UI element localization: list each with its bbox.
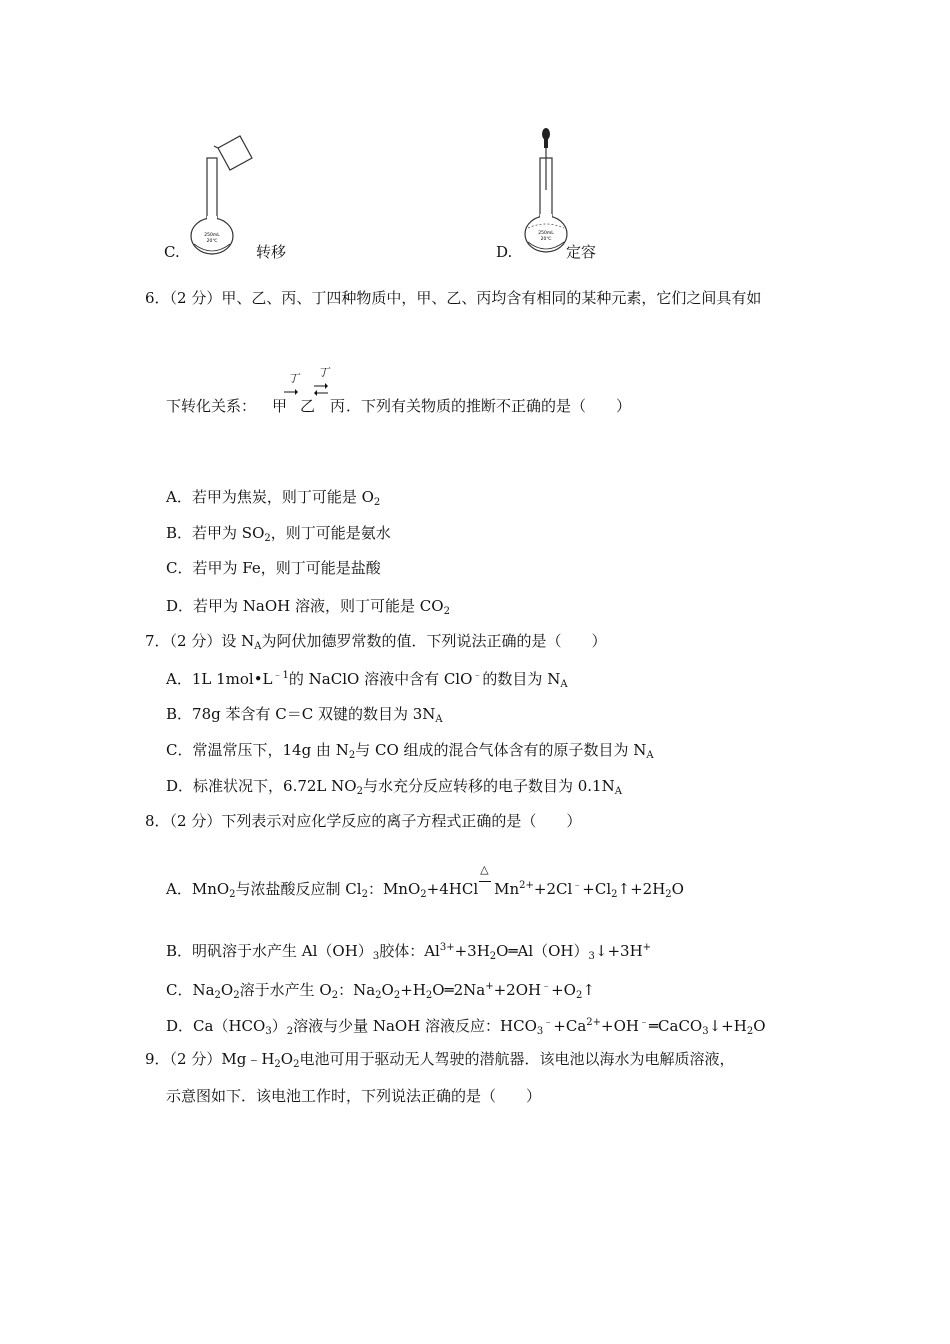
right-arrow-icon [284, 388, 298, 396]
option-d-text: 定容 [566, 243, 597, 261]
q6-arrow1-label: 丁 [288, 372, 299, 385]
q6-option-a: A．若甲为焦炭，则丁可能是 $O_2$ [166, 488, 381, 508]
q8-stem: 8．（2 分）下列表示对应化学反应的离子方程式正确的是（ ） [145, 812, 582, 830]
q8-option-c: C．$Na_2O_2$溶于水产生 $O_2$：$Na_2O_2+H_2O═2Na^++2OH^﹣+O_2↑$ [166, 981, 595, 1001]
q6-bing: 丙 [330, 397, 346, 415]
q6-stem-prefix: 下转化关系： [166, 397, 257, 415]
q6-stem-line1: 6．（2 分）甲、乙、丙、丁四种物质中，甲、乙、丙均含有相同的某种元素，它们之间具有如 [145, 289, 762, 307]
option-c-label: C. [164, 243, 180, 261]
heat-condition: △ [478, 893, 492, 894]
volumetric-flask-dropper-icon [518, 124, 574, 260]
q6-option-c: C．若甲为 Fe，则丁可能是盐酸 [166, 559, 381, 577]
flask-dropper-figure [518, 124, 574, 260]
reversible-arrow-icon [314, 382, 328, 398]
q6-arrow2-label: 丁 [318, 366, 329, 379]
q6-jia: 甲 [272, 397, 288, 415]
q9-stem-line2: 示意图如下．该电池工作时，下列说法正确的是（ ） [166, 1087, 542, 1105]
q6-stem-suffix: ．下列有关物质的推断不正确的是（ ） [346, 397, 632, 415]
q8-option-a: A．MnO$_2$与浓盐酸反应制 $Cl_2$：MnO$_2$+4HCl △ $Mn^{2+}+2Cl^﹣+Cl_2↑+2H_2O$ [166, 863, 684, 900]
svg-text:20℃: 20℃ [540, 237, 552, 242]
q8-option-b: B．明矾溶于水产生 $Al(OH)_3$胶体：$Al^{3+}+3H_2O═Al(OH)_3↓+3H^+$ [166, 942, 652, 962]
q6-option-b: B．若甲为 $SO_2$，则丁可能是氨水 [166, 524, 391, 544]
q7-option-a: A．1L $1mol•L^{﹣1}$的 NaClO 溶液中含有 ClO﹣的数目为 $N_A$ [166, 670, 568, 690]
q6-yi: 乙 [300, 397, 316, 415]
svg-text:250mL: 250mL [204, 233, 220, 238]
q6-option-d: D．若甲为 NaOH 溶液，则丁可能是 $CO_2$ [166, 597, 450, 617]
option-c-text: 转移 [256, 243, 287, 261]
q8-option-d: D．$Ca(HCO_3)_2$溶液与少量 NaOH 溶液反应：$HCO_3^﹣+Ca^{2+}+OH^﹣═CaCO_3↓+H_2O$ [166, 1017, 766, 1037]
q7-stem: 7．（2 分）设 $N_A$为阿伏加德罗常数的值．下列说法正确的是（ ） [145, 632, 607, 652]
q9-stem-line1: 9．（2 分）$Mg﹣H_2O_2$电池可用于驱动无人驾驶的潜航器．该电池以海水为电解质溶液， [145, 1050, 735, 1070]
q7-option-d: D．标准状况下，6.72L $NO_2$与水充分反应转移的电子数目为 $0.1N_A$ [166, 777, 622, 797]
svg-text:250mL: 250mL [538, 231, 554, 236]
q7-option-c: C．常温常压下，14g 由 $N_2$与 CO 组成的混合气体含有的原子数目为 $N_A$ [166, 741, 654, 761]
svg-text:20℃: 20℃ [206, 239, 218, 244]
option-d-label: D. [496, 243, 513, 261]
q7-option-b: B．78g 苯含有 C＝C 双键的数目为 $3N_A$ [166, 705, 443, 725]
